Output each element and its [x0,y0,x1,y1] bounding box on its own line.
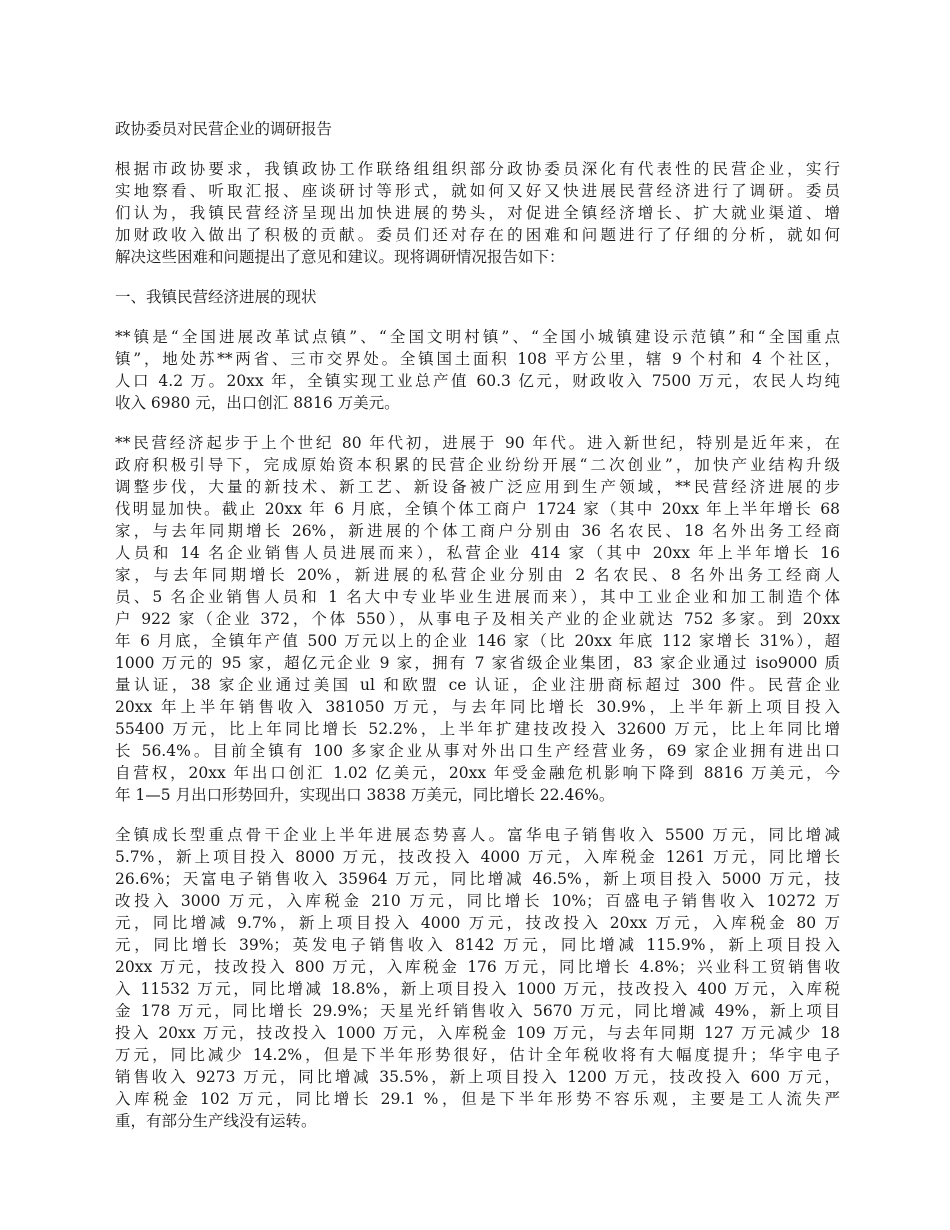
text-line: 人员和 14 名企业销售人员进展而来），私营企业 414 家（其中 20xx 年上半年增长 16 [115,544,840,562]
text-line: 调整步伐，大量的新技术、新工艺、新设备被广泛应用到生产领域，**民营经济进展的步 [115,478,840,496]
text-line: 全镇成长型重点骨干企业上半年进展态势喜人。富华电子销售收入 5500 万元，同比增减 [115,826,840,844]
text-line: 家，与去年同期增长 26%，新进展的个体工商户分别由 36 名农民、18 名外出务工经商 [115,522,840,540]
text-line: 55400 万元，比上年同比增长 52.2%，上半年扩建技改投入 32600 万元，比上年同比增 [115,720,840,738]
text-line: 26.6%；天富电子销售收入 35964 万元，同比增减 46.5%，新上项目投入 5000 万元，技 [115,870,840,888]
text-line: 重，有部分生产线没有运转。 [115,1112,317,1130]
town-overview-paragraph [115,326,840,414]
text-line: **民营经济起步于上个世纪 80 年代初，进展于 90 年代。进入新世纪，特别是近年来，在 [115,434,840,452]
text-line: 家，与去年同期增长 20%，新进展的私营企业分别由 2 名农民、8 名外出务工经商人 [115,566,840,584]
text-line: 镇”，地处苏**两省、三市交界处。全镇国土面积 108 平方公里，辖 9 个村和 4 个社区， [115,350,840,368]
text-line: 年 1—5 月出口形势回升，实现出口 3838 万美元，同比增长 22.46%。 [115,786,615,804]
text-line: **镇是“全国进展改革试点镇”、“全国文明村镇”、“全国小城镇建设示范镇”和“全国重点 [115,328,840,346]
text-line: 收入 6980 元，出口创汇 8816 万美元。 [115,394,400,412]
text-line: 改投入 3000 万元，入库税金 210 万元，同比增长 10%；百盛电子销售收入 10272 万 [115,892,840,910]
private-economy-paragraph [115,432,840,806]
text-line: 元，同比增长 39%；英发电子销售收入 8142 万元，同比增减 115.9%，新上项目投入 [115,936,840,954]
text-line: 年 6 月底，全镇年产值 500 万元以上的企业 146 家（比 20xx 年底 112 家增长 31%），超 [115,632,840,650]
text-line: 加财政收入做出了积极的贡献。委员们还对存在的困难和问题进行了仔细的分析，就如何 [115,226,840,244]
text-line: 20xx 万元，技改投入 800 万元，入库税金 176 万元，同比增长 4.8%；兴业科工贸销售收 [115,958,840,976]
text-line: 户 922 家（企业 372，个体 550），从事电子及相关产业的企业就达 752 多家。到 20xx [115,610,840,628]
text-line: 长 56.4%。目前全镇有 100 多家企业从事对外出口生产经营业务，69 家企业拥有进出口 [115,742,840,760]
document-title: 政协委员对民营企业的调研报告 [115,120,333,138]
text-line: 量认证，38 家企业通过美国 ul 和欧盟 ce 认证，企业注册商标超过 300 件。民营企业 [115,676,840,694]
text-line: 投入 20xx 万元，技改投入 1000 万元，入库税金 109 万元，与去年同期 127 万元减少 18 [115,1024,840,1042]
text-line: 销售收入 9273 万元，同比增减 35.5%，新上项目投入 1200 万元，技改投入 600 万元， [115,1068,840,1086]
text-line: 员、5 名企业销售人员和 1 名大中专业毕业生进展而来），其中工业企业和加工制造个体 [115,588,840,606]
text-line: 实地察看、听取汇报、座谈研讨等形式，就如何又好又快进展民营经济进行了调研。委员 [115,182,840,200]
text-line: 5.7%，新上项目投入 8000 万元，技改投入 4000 万元，入库税金 1261 万元，同比增长 [115,848,840,866]
text-line: 根据市政协要求，我镇政协工作联络组组织部分政协委员深化有代表性的民营企业，实行 [115,160,840,178]
text-line: 自营权，20xx 年出口创汇 1.02 亿美元，20xx 年受金融危机影响下降到 8816 万美元，今 [115,764,840,782]
text-line: 们认为，我镇民营经济呈现出加快进展的势头，对促进全镇经济增长、扩大就业渠道、增 [115,204,840,222]
text-line: 入 11532 万元，同比增减 18.8%，新上项目投入 1000 万元，技改投入 400 万元，入库税 [115,980,840,998]
text-line: 入库税金 102 万元，同比增长 29.1 %，但是下半年形势不容乐观，主要是工人流失严 [115,1090,840,1108]
text-line: 万元，同比减少 14.2%，但是下半年形势很好，估计全年税收将有大幅度提升；华宇电子 [115,1046,840,1064]
text-line: 政府积极引导下，完成原始资本积累的民营企业纷纷开展“二次创业”，加快产业结构升级 [115,456,840,474]
section-heading: 一、我镇民营经济进展的现状 [115,288,317,306]
text-line: 元，同比增减 9.7%，新上项目投入 4000 万元，技改投入 20xx 万元，入库税金 80 万 [115,914,840,932]
document-page [115,118,840,1150]
text-line: 伐明显加快。截止 20xx 年 6 月底，全镇个体工商户 1724 家（其中 20xx 年上半年增长 68 [115,500,840,518]
intro-paragraph [115,158,840,268]
text-line: 1000 万元的 95 家，超亿元企业 9 家，拥有 7 家省级企业集团，83 家企业通过 iso9000 质 [115,654,840,672]
text-line: 人口 4.2 万。20xx 年，全镇实现工业总产值 60.3 亿元，财政收入 7500 万元，农民人均纯 [115,372,840,390]
text-line: 20xx 年上半年销售收入 381050 万元，与去年同比增长 30.9%，上半年新上项目投入 [115,698,840,716]
text-line: 金 178 万元，同比增长 29.9%；天星光纤销售收入 5670 万元，同比增减 49%，新上项目 [115,1002,840,1020]
key-enterprises-paragraph [115,824,840,1132]
text-line: 解决这些困难和问题提出了意见和建议。现将调研情况报告如下： [115,248,565,266]
